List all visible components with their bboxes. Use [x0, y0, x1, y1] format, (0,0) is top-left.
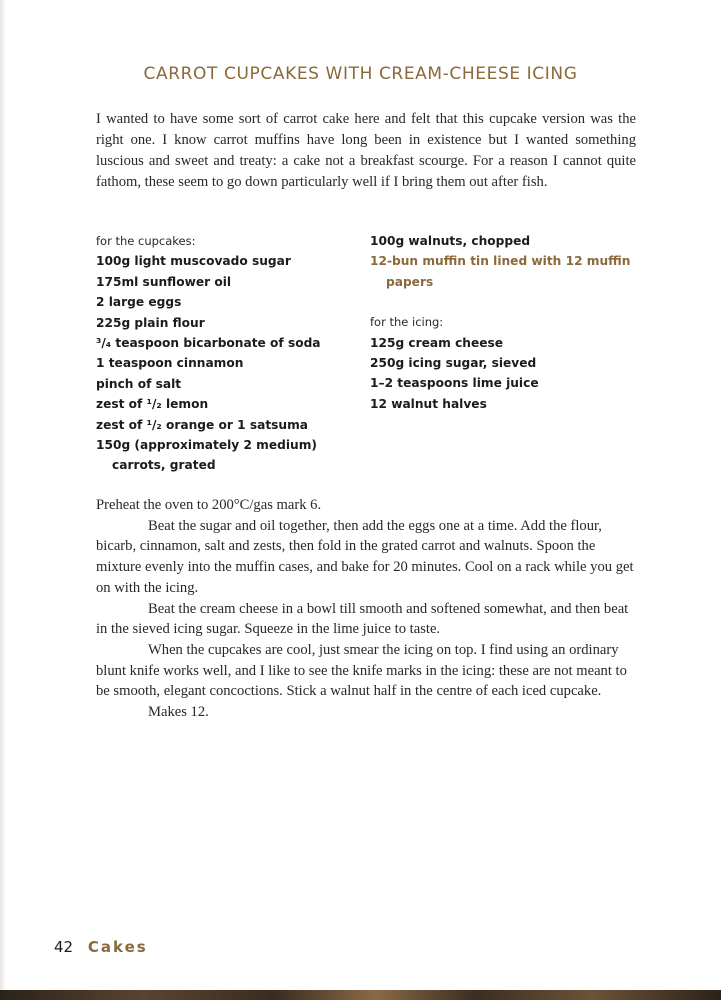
- page-number: 42: [54, 938, 74, 956]
- icing-label: for the icing:: [370, 315, 444, 330]
- ingredient-item-continued: carrots, grated: [112, 458, 216, 473]
- recipe-intro: I wanted to have some sort of carrot cake here and felt that this cupcake version was the right one. I know carrot muffins have long been in existence but I wanted something luscious and sweet and treaty: a cake not a breakfast scourge. For a reason I cannot quite fathom, these seem to go down particularly well if I bring them out after fish.: [96, 111, 636, 190]
- ingredient-item: 100g walnuts, chopped: [370, 234, 531, 248]
- ingredients-right-column: [370, 231, 660, 414]
- recipe-title: CARROT CUPCAKES WITH CREAM-CHEESE ICING: [143, 64, 578, 84]
- spacer: [370, 292, 660, 312]
- ingredient-item: 250g icing sugar, sieved: [370, 356, 537, 371]
- method: [96, 495, 636, 723]
- equipment-item: 12-bun muffin tin lined with 12 muffin: [370, 254, 631, 269]
- ingredient-item: zest of ¹/₂ lemon: [96, 397, 209, 412]
- ingredient-item: 1 teaspoon cinnamon: [96, 356, 244, 371]
- ingredient-item: 225g plain flour: [96, 315, 205, 330]
- method-step: Preheat the oven to 200°C/gas mark 6.: [96, 497, 322, 513]
- ingredient-item: 100g light muscovado sugar: [96, 254, 291, 269]
- equipment-item-continued: papers: [386, 274, 434, 289]
- page-edge-strip: [0, 990, 721, 1000]
- yield: Makes 12.: [148, 704, 209, 721]
- ingredient-item: zest of ¹/₂ orange or 1 satsuma: [96, 417, 308, 432]
- method-step: Beat the sugar and oil together, then add the eggs one at a time. Add the flour, bicarb, cinnamon, salt and zests, then fold in the grated carrot and walnuts. Spoon the mixture evenly into the muffin cases, and bake for 20 minutes. Cool on a rack while you get on with the icing.: [96, 517, 634, 596]
- ingredients-cupcakes: [96, 231, 356, 476]
- ingredient-item: ³/₄ teaspoon bicarbonate of soda: [96, 336, 321, 351]
- method-step: When the cupcakes are cool, just smear the icing on top. I find using an ordinary blunt knife works well, and I like to see the knife marks in the icing: these are not meant to be smooth, elegant concoctions. Stick a walnut half in the centre of each iced cupcake.: [96, 641, 627, 700]
- ingredient-item: 12 walnut halves: [370, 396, 487, 411]
- method-step: Beat the cream cheese in a bowl till smooth and softened somewhat, and then beat in the sieved icing sugar. Squeeze in the lime juice to taste.: [96, 600, 629, 638]
- page-spine-shadow: [0, 0, 6, 990]
- ingredient-item: 125g cream cheese: [370, 335, 504, 350]
- ingredient-item: 1–2 teaspoons lime juice: [370, 376, 539, 391]
- section-name: Cakes: [87, 938, 148, 956]
- page-footer: [54, 938, 148, 956]
- ingredient-item: 175ml sunflower oil: [96, 274, 232, 289]
- ingredient-item: 2 large eggs: [96, 295, 182, 310]
- ingredient-item: 150g (approximately 2 medium): [96, 438, 317, 453]
- ingredient-item: pinch of salt: [96, 376, 182, 391]
- cupcakes-label: for the cupcakes:: [96, 234, 196, 248]
